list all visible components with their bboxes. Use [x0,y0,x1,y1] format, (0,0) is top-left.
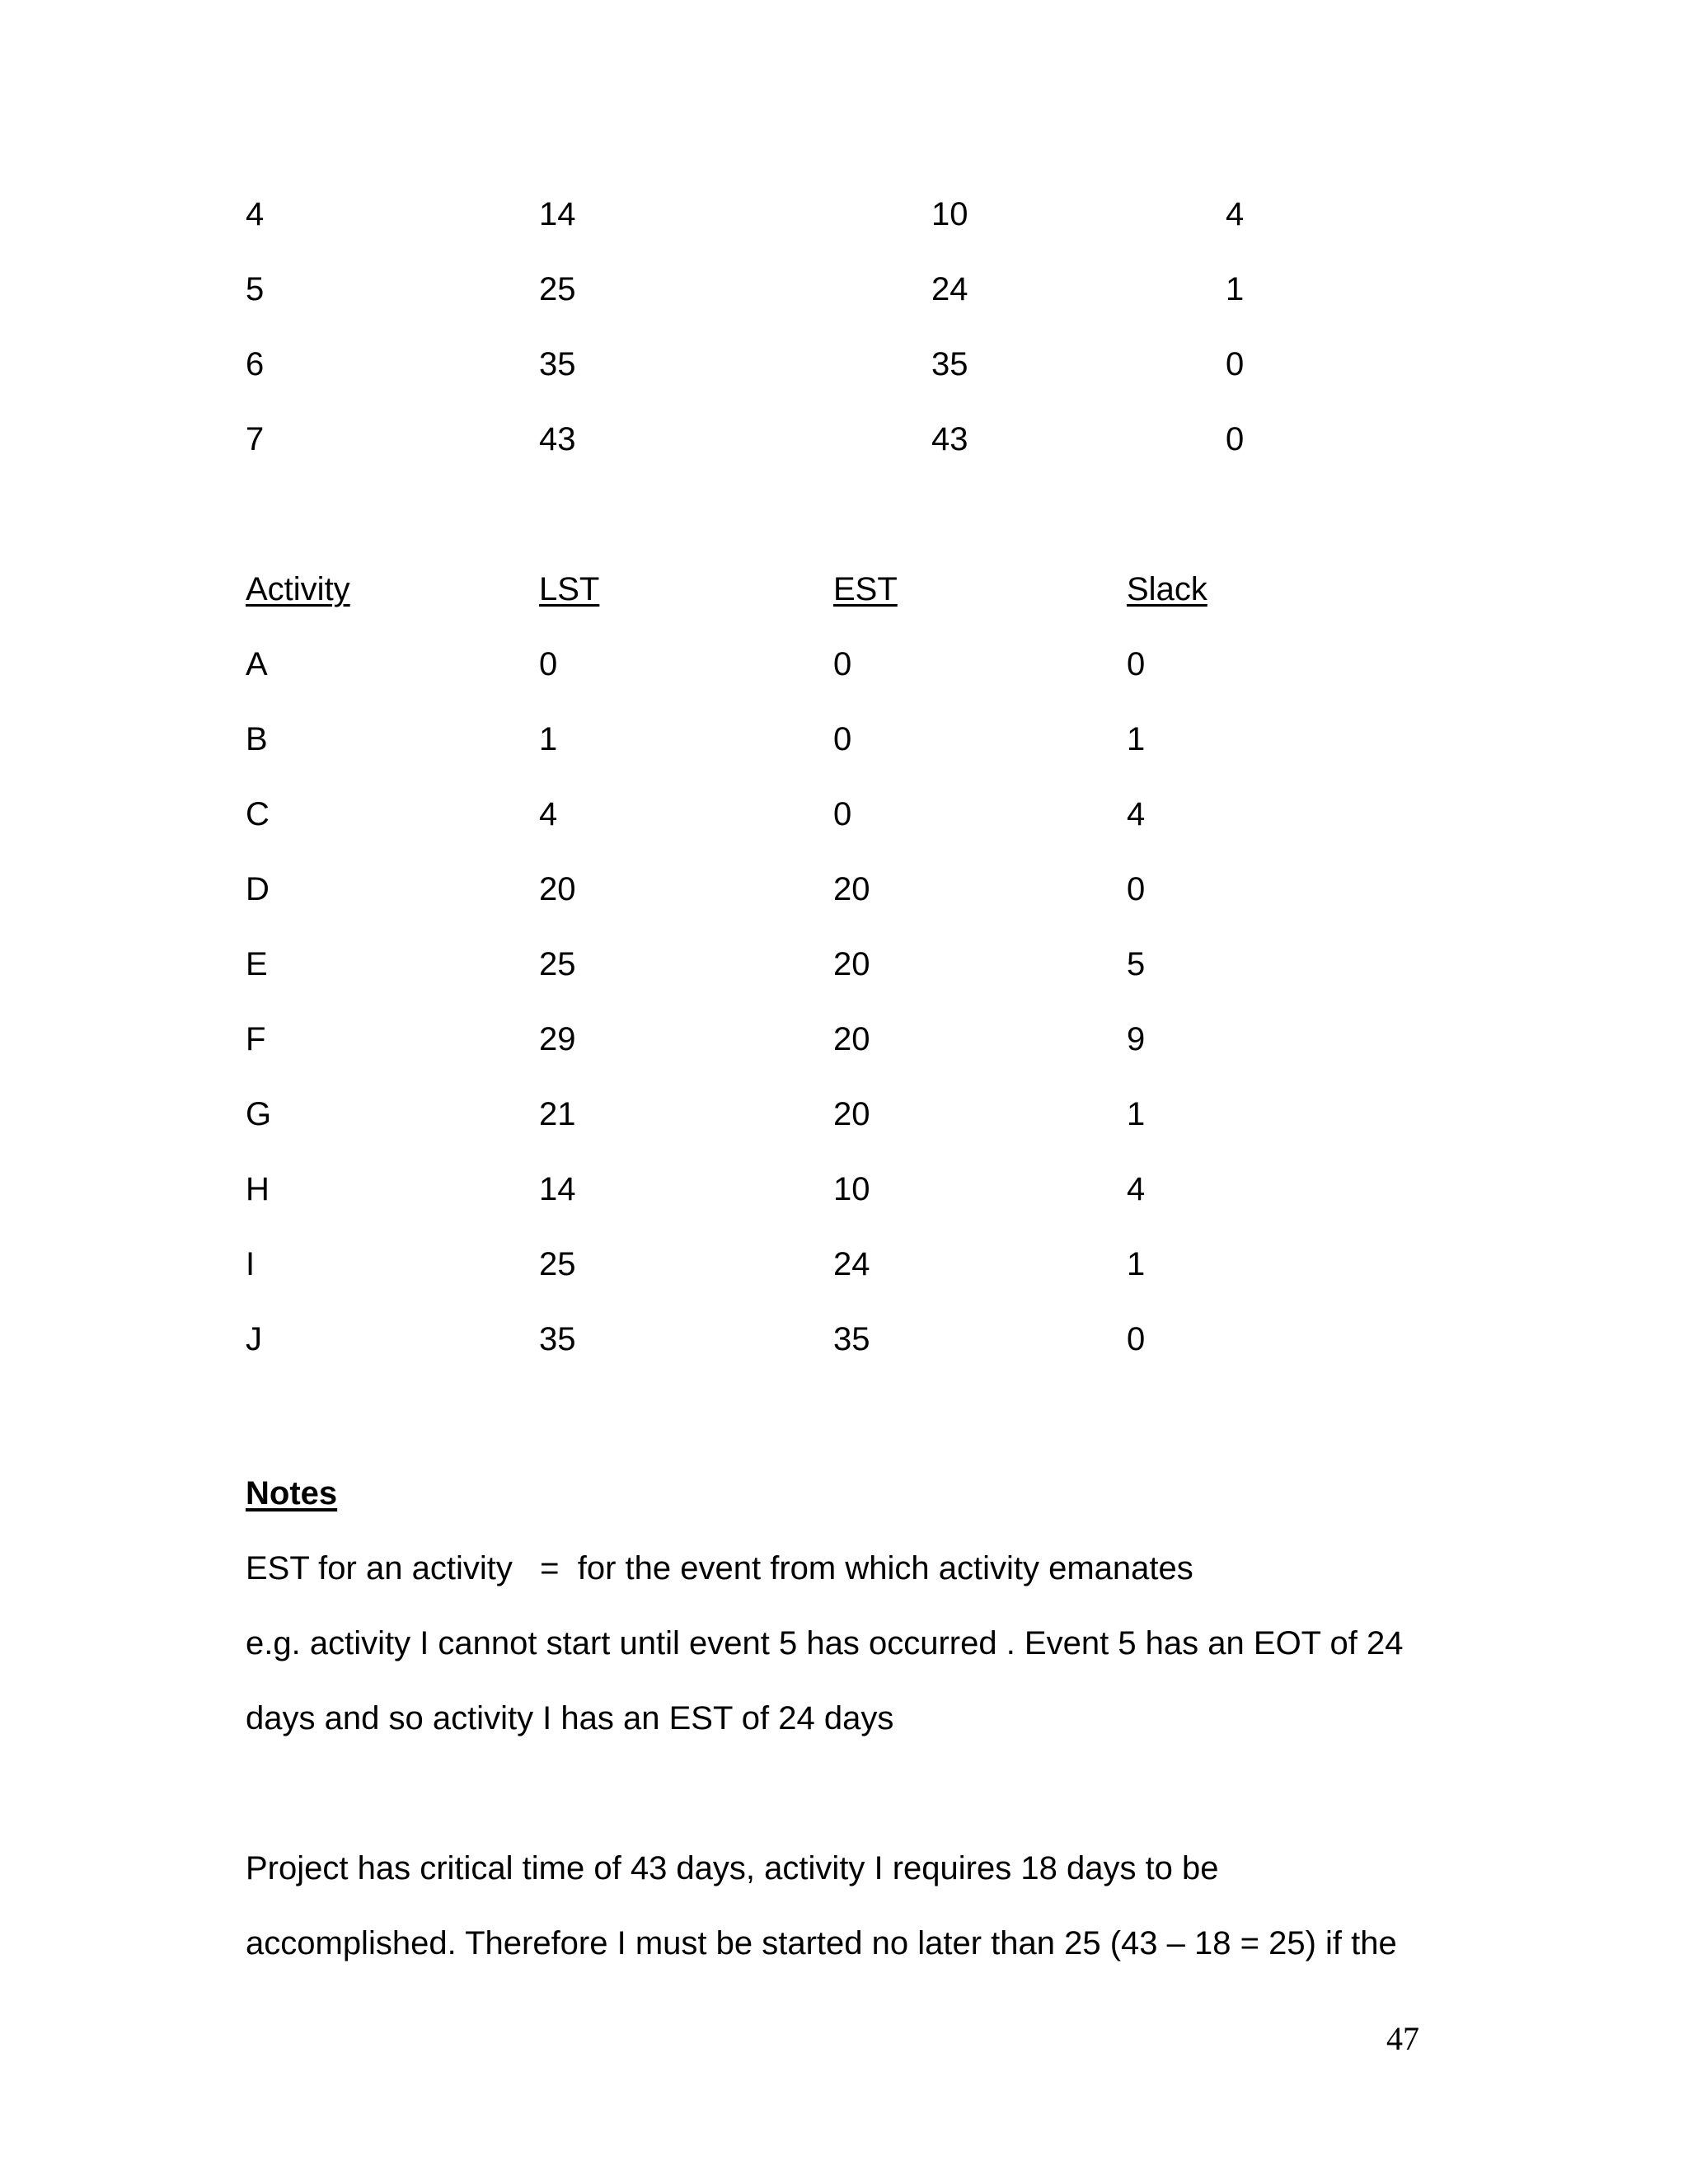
table-cell: 20 [833,1096,870,1132]
table-cell: 0 [1127,871,1146,907]
activity-label: D [246,871,270,907]
table-cell: 0 [1226,346,1245,382]
table-cell: 29 [539,1021,576,1057]
table-cell: 10 [931,196,968,232]
table-cell: 0 [833,796,852,832]
column-header-est: EST [833,571,898,607]
activity-label: F [246,1021,266,1057]
activity-label: I [246,1246,256,1282]
table-cell: 20 [833,1021,870,1057]
event-number: 6 [246,346,265,382]
table-cell: 25 [539,271,576,307]
table-cell: 9 [1127,1021,1146,1057]
table-cell: 24 [833,1246,870,1282]
table-cell: 35 [833,1321,870,1357]
table-cell: 14 [539,196,576,232]
notes-line: EST for an activity = for the event from which activity emanates [246,1550,1193,1586]
table-cell: 4 [1127,796,1146,832]
notes-heading: Notes [246,1475,338,1511]
table-cell: 0 [1127,1321,1146,1357]
column-header-lst: LST [539,571,600,607]
table-cell: 0 [833,646,852,682]
table-cell: 14 [539,1171,576,1207]
notes-line: days and so activity I has an EST of 24 days [246,1700,894,1736]
table-cell: 20 [833,871,870,907]
table-cell: 1 [1127,721,1146,757]
table-cell: 5 [1127,946,1146,982]
table-cell: 24 [931,271,968,307]
table-cell: 25 [539,1246,576,1282]
activity-label: E [246,946,268,982]
notes-line: accomplished. Therefore I must be started no later than 25 (43 – 18 = 25) if the [246,1925,1397,1961]
table-cell: 0 [833,721,852,757]
table-cell: 43 [539,421,576,457]
table-cell: 0 [1127,646,1146,682]
table-cell: 0 [1226,421,1245,457]
table-cell: 35 [539,1321,576,1357]
table-cell: 20 [539,871,576,907]
activity-label: H [246,1171,270,1207]
table-cell: 4 [1127,1171,1146,1207]
table-cell: 1 [1127,1246,1146,1282]
event-number: 5 [246,271,265,307]
table-cell: 21 [539,1096,576,1132]
table-cell: 4 [1226,196,1245,232]
table-cell: 10 [833,1171,870,1207]
table-cell: 1 [1226,271,1245,307]
table-cell: 1 [539,721,558,757]
table-cell: 35 [931,346,968,382]
column-header-slack: Slack [1127,571,1207,607]
activity-label: C [246,796,270,832]
table-cell: 4 [539,796,558,832]
table-cell: 35 [539,346,576,382]
table-cell: 1 [1127,1096,1146,1132]
event-number: 4 [246,196,265,232]
activity-label: G [246,1096,272,1132]
notes-line: e.g. activity I cannot start until event 5 has occurred . Event 5 has an EOT of 24 [246,1625,1404,1661]
column-header-activity: Activity [246,571,350,607]
activity-label: A [246,646,268,682]
activity-label: J [246,1321,262,1357]
page-number: 47 [1386,2020,1419,2057]
table-cell: 25 [539,946,576,982]
activity-label: B [246,721,268,757]
table-cell: 20 [833,946,870,982]
notes-line: Project has critical time of 43 days, activity I requires 18 days to be [246,1850,1219,1886]
table-cell: 0 [539,646,558,682]
event-number: 7 [246,421,265,457]
table-cell: 43 [931,421,968,457]
